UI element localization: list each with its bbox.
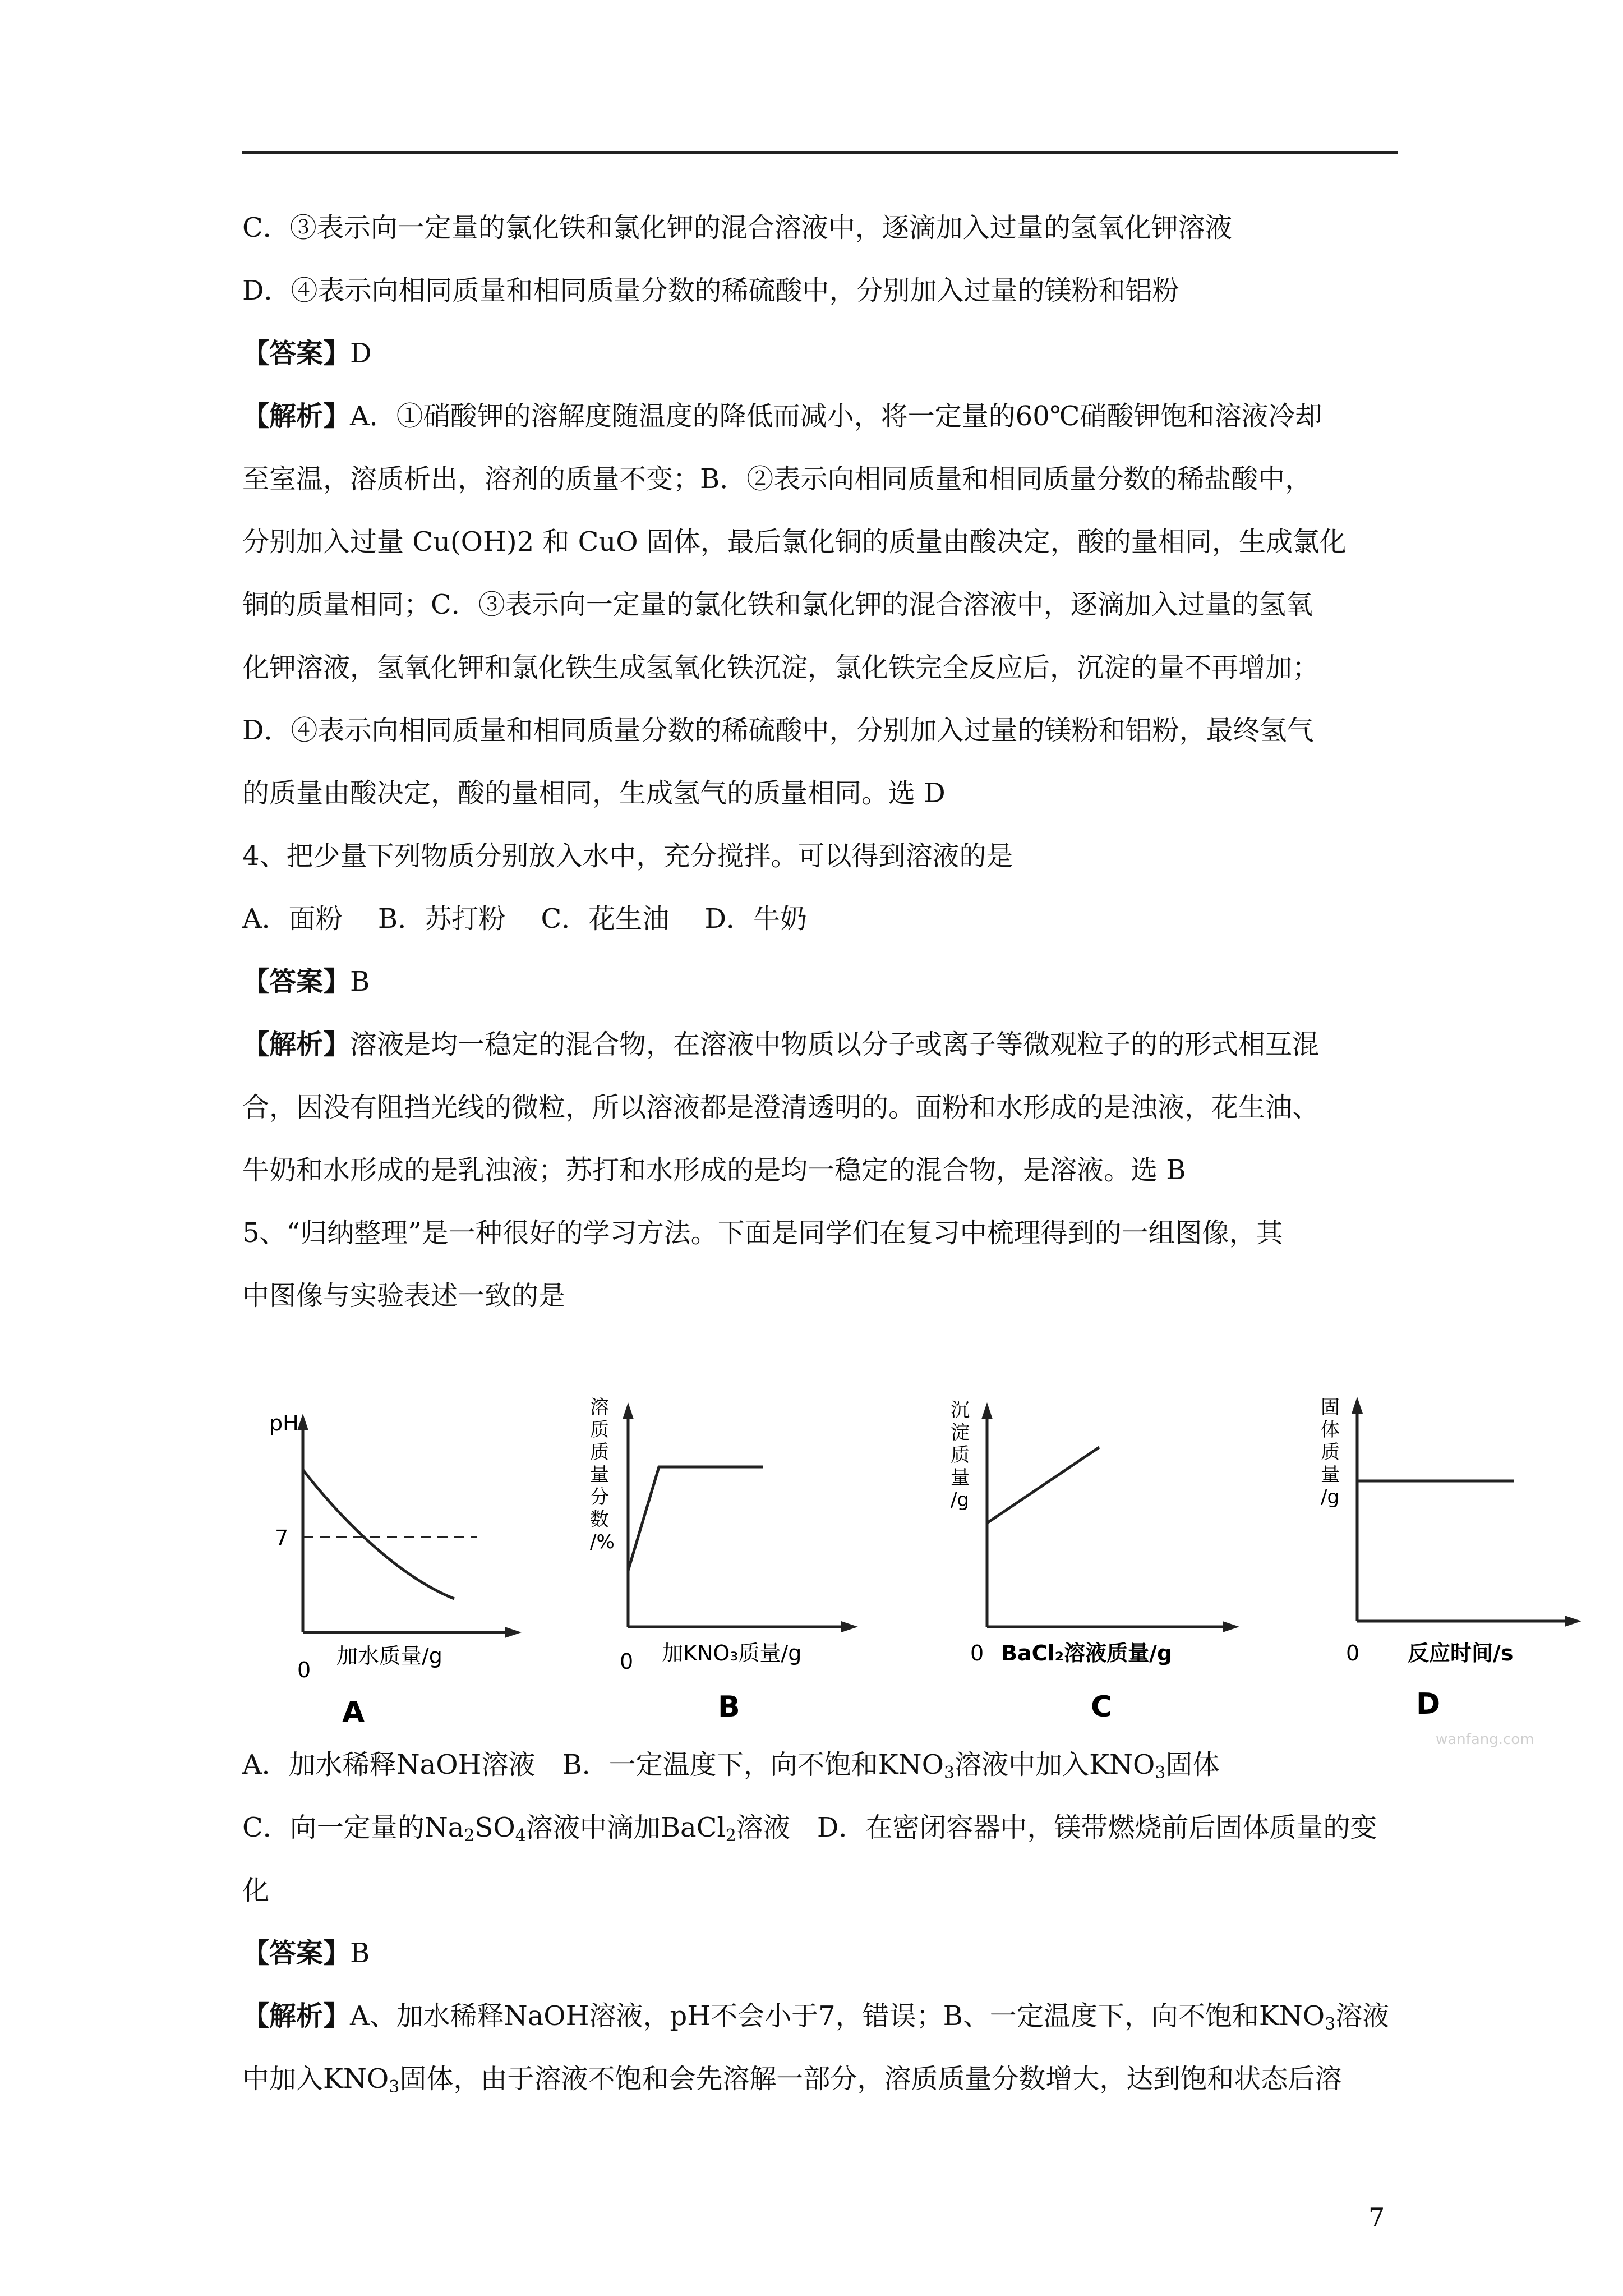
figure-a-tick: 7 [275, 1526, 289, 1550]
header-rule [242, 151, 1398, 154]
analysis-line: 【解析】溶液是均一稳定的混合物，在溶液中物质以分子或离子等微观粒子的的形式相互混 [242, 1029, 1320, 1060]
figure-d [1290, 1391, 1604, 1739]
figure-d-caption: D [1416, 1687, 1441, 1721]
text-line: D．④表示向相同质量和相同质量分数的稀硫酸中，分别加入过量的镁粉和铝粉 [242, 275, 1179, 306]
text-line: C．③表示向一定量的氯化铁和氯化钾的混合溶液中，逐滴加入过量的氢氧化钾溶液 [242, 212, 1232, 243]
svg-text:体: 体 [1321, 1419, 1340, 1441]
svg-text:/g: /g [951, 1489, 970, 1511]
question-5-options-cd: C．向一定量的$Na_2SO_4$溶液中滴加BaCl$_2$溶液 D．在密闭容器中，镁带燃烧前后固体质量的变 [242, 1812, 1377, 1846]
svg-text:质: 质 [590, 1441, 609, 1464]
text-line: 化 [242, 1875, 270, 1906]
svg-text:量: 量 [951, 1466, 970, 1489]
text-line: 至室温，溶质析出，溶剂的质量不变；B．②表示向相同质量和相同质量分数的稀盐酸中， [242, 463, 1312, 495]
question-4: 4、把少量下列物质分别放入水中，充分搅拌。可以得到溶液的是 [242, 840, 1013, 872]
analysis-line: 【解析】A．①硝酸钾的溶解度随温度的降低而减小，将一定量的60℃硝酸钾饱和溶液冷却 [242, 401, 1322, 432]
svg-text:分: 分 [590, 1486, 609, 1508]
svg-text:沉: 沉 [951, 1399, 970, 1421]
svg-text:量: 量 [590, 1464, 609, 1486]
figure-a [241, 1391, 533, 1739]
figure-b-origin: 0 [620, 1649, 634, 1674]
svg-text:/%: /% [590, 1531, 615, 1553]
text-line: 合，因没有阻挡光线的微粒，所以溶液都是澄清透明的。面粉和水形成的是浊液，花生油、 [242, 1092, 1320, 1123]
text-line: 中加入$KNO_3$固体，由于溶液不饱和会先溶解一部分，溶质质量分数增大，达到饱和状态后溶 [242, 2063, 1342, 2097]
watermark: wanfang.com [1436, 1731, 1534, 1748]
figure-c-origin: 0 [970, 1641, 984, 1665]
figure-b [566, 1391, 880, 1739]
figure-d-xlabel: 反应时间/s [1408, 1641, 1514, 1665]
figure-a-xlabel: 加水质量/g [336, 1644, 442, 1668]
figure-b-ylabel [590, 1396, 615, 1553]
text-line: D．④表示向相同质量和相同质量分数的稀硫酸中，分别加入过量的镁粉和铝粉，最终氢气 [242, 715, 1314, 746]
svg-text:数: 数 [590, 1508, 609, 1531]
svg-text:淀: 淀 [951, 1421, 970, 1444]
text-line: 铜的质量相同；C．③表示向一定量的氯化铁和氯化钾的混合溶液中，逐滴加入过量的氢氧 [242, 589, 1313, 620]
svg-text:/g: /g [1321, 1486, 1340, 1508]
svg-text:质: 质 [590, 1419, 609, 1441]
answer-line: 【答案】D [242, 338, 372, 369]
figure-c [925, 1391, 1262, 1739]
figure-c-caption: C [1091, 1690, 1113, 1724]
analysis-line: 【解析】A、加水稀释NaOH溶液，pH不会小于7，错误；B、一定温度下，向不饱和$KNO_3$溶液 [242, 2000, 1390, 2034]
figure-row [241, 1391, 1598, 1739]
figure-b-xlabel: 加KNO₃质量/g [662, 1641, 802, 1665]
figure-a-origin: 0 [297, 1658, 311, 1682]
figure-a-caption: A [342, 1696, 365, 1729]
figure-c-xlabel: BaCl₂溶液质量/g [1001, 1641, 1173, 1665]
figure-a-ylabel: pH [269, 1411, 299, 1435]
text-line: 牛奶和水形成的是乳浊液；苏打和水形成的是均一稳定的混合物，是溶液。选 B [242, 1154, 1186, 1186]
svg-text:溶: 溶 [590, 1396, 609, 1419]
text-line: 化钾溶液，氢氧化钾和氯化铁生成氢氧化铁沉淀，氯化铁完全反应后，沉淀的量不再增加； [242, 652, 1320, 683]
text-line: 的质量由酸决定，酸的量相同，生成氢气的质量相同。选 D [242, 777, 946, 809]
text-line: 中图像与实验表述一致的是 [242, 1280, 566, 1312]
page-number: 7 [1368, 2202, 1385, 2233]
figure-d-ylabel [1321, 1396, 1340, 1508]
svg-text:量: 量 [1321, 1464, 1340, 1486]
svg-text:固: 固 [1321, 1396, 1340, 1419]
svg-text:质: 质 [1321, 1441, 1340, 1464]
figure-d-origin: 0 [1346, 1641, 1360, 1665]
figure-c-ylabel [951, 1399, 970, 1511]
question-4-options: A．面粉 B．苏打粉 C．花生油 D．牛奶 [242, 903, 807, 935]
question-5-options-ab: A．加水稀释NaOH溶液 B．一定温度下，向不饱和$KNO_3$溶液中加入$KNO_3$固体 [242, 1749, 1220, 1783]
text-line: 分别加入过量 Cu(OH)2 和 CuO 固体，最后氯化铜的质量由酸决定，酸的量相同，生成氯化 [242, 526, 1347, 558]
question-5: 5、“归纳整理”是一种很好的学习方法。下面是同学们在复习中梳理得到的一组图像，其 [242, 1217, 1283, 1249]
answer-line: 【答案】B [242, 1938, 370, 1969]
figure-b-caption: B [718, 1690, 740, 1724]
answer-line: 【答案】B [242, 966, 370, 997]
svg-text:质: 质 [951, 1444, 970, 1466]
